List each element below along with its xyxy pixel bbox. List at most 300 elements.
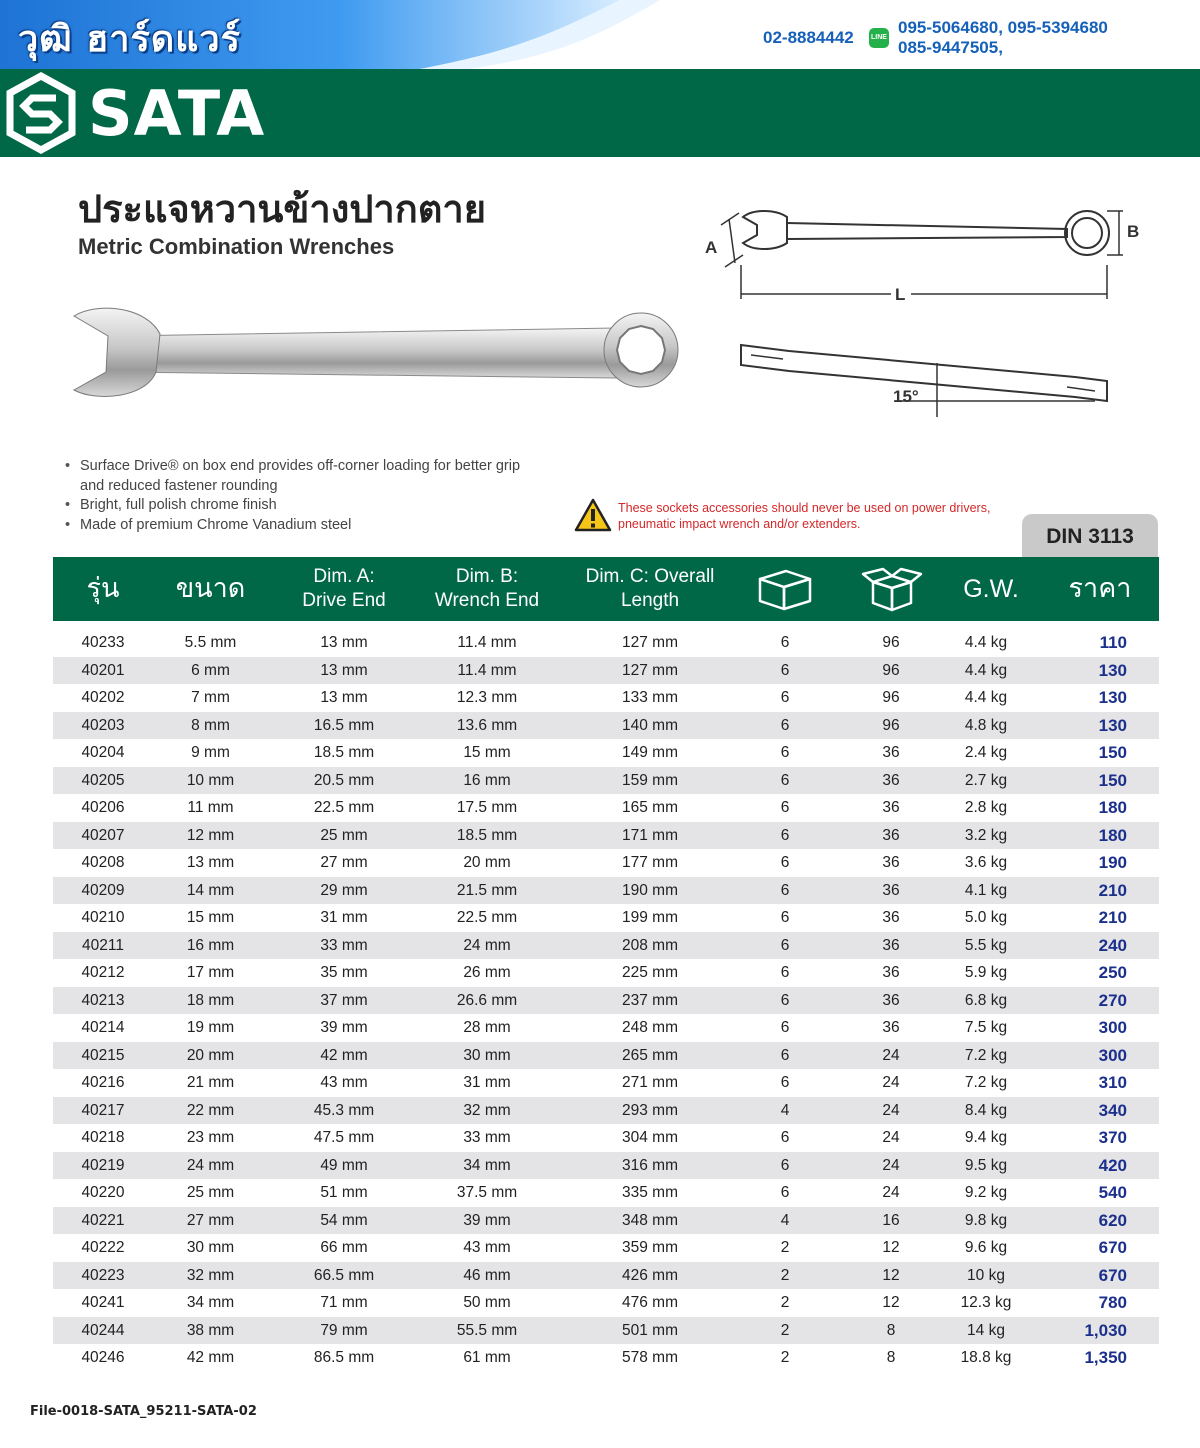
brand-name: SATA [88,77,266,150]
cell-gross-weight: 9.2 kg [964,1184,1008,1201]
cell-price: 420 [1098,1155,1127,1175]
cell-inner-qty: 2 [780,1349,790,1366]
cell-dim-a: 43 mm [320,1074,368,1091]
cell-dim-b: 11.4 mm [457,634,517,651]
cell-carton-qty: 36 [882,881,900,899]
shop-phone[interactable]: 02-8884442 [763,28,854,47]
cell-price: 110 [1099,633,1127,652]
cell-size: 32 mm [186,1266,235,1284]
table-row [53,712,1159,740]
cell-dim-c: 237 mm [622,991,678,1009]
cell-gross-weight: 4.4 kg [964,661,1008,679]
cell-gross-weight: 2.8 kg [964,799,1008,816]
cell-carton-qty: 36 [882,744,900,761]
cell-dim-c: 149 mm [622,744,678,761]
header-price: ราคา [1068,573,1132,604]
cell-dim-a: 71 mm [320,1294,368,1311]
cell-size: 7 mm [191,689,230,706]
cell-dim-c: 271 mm [622,1074,678,1091]
cell-model: 40213 [81,991,125,1009]
cell-price: 1,350 [1084,1348,1127,1367]
cell-size: 20 mm [186,1046,235,1064]
cell-model: 40212 [81,964,125,981]
cell-dim-c: 225 mm [622,964,678,981]
feature-item: • Bright, full polish chrome finish [80,496,540,516]
cell-dim-b: 55.5 mm [456,1321,518,1339]
cell-inner-qty: 6 [780,936,790,954]
cell-price: 670 [1098,1265,1127,1285]
cell-gross-weight: 10 kg [967,1266,1005,1284]
cell-price: 150 [1098,743,1127,762]
cell-price: 340 [1098,1100,1127,1120]
cell-model: 40201 [81,661,125,679]
cell-price: 130 [1098,688,1127,707]
cell-model: 40246 [81,1349,125,1366]
cell-dim-b: 17.5 mm [456,799,518,816]
cell-size: 9 mm [191,744,230,761]
cell-price: 300 [1098,1045,1127,1065]
cell-dim-c: 348 mm [622,1211,678,1229]
cell-price: 540 [1098,1183,1127,1202]
cell-dim-c: 199 mm [622,909,678,926]
cell-model: 40221 [81,1211,125,1229]
cell-size: 11 mm [187,799,234,816]
cell-dim-b: 16 mm [463,771,511,789]
cell-inner-qty: 6 [780,661,790,679]
table-row [53,1234,1159,1262]
cell-dim-c: 208 mm [622,936,678,954]
cell-dim-c: 476 mm [622,1294,678,1311]
cell-model: 40209 [81,881,125,899]
cell-dim-b: 26.6 mm [456,991,518,1009]
cell-dim-a: 31 mm [320,909,368,926]
diagram-label-a: A [705,238,718,257]
table-row [53,904,1159,932]
cell-dim-b: 32 mm [463,1101,511,1119]
table-row [53,1097,1159,1125]
cell-carton-qty: 8 [886,1349,896,1366]
cell-dim-b: 22.5 mm [456,909,518,926]
cell-carton-qty: 36 [882,991,900,1009]
cell-dim-a: 79 mm [320,1321,368,1339]
cell-dim-a: 33 mm [320,936,368,954]
table-row [53,849,1159,877]
cell-model: 40203 [81,716,125,734]
cell-size: 19 mm [186,1019,235,1036]
cell-model: 40204 [81,744,125,761]
cell-dim-b: 39 mm [463,1211,511,1229]
cell-model: 40223 [81,1266,125,1284]
cell-price: 150 [1098,770,1127,790]
cell-dim-a: 22.5 mm [313,799,375,816]
cell-carton-qty: 96 [882,716,900,734]
cell-price: 240 [1098,935,1127,955]
table-row [53,1289,1159,1317]
table-row [53,1179,1159,1207]
cell-carton-qty: 24 [882,1074,900,1091]
cell-price: 670 [1098,1238,1127,1257]
cell-size: 10 mm [186,771,235,789]
cell-carton-qty: 24 [882,1129,900,1146]
cell-gross-weight: 7.5 kg [964,1019,1008,1036]
cell-dim-c: 248 mm [622,1019,678,1036]
cell-dim-c: 265 mm [622,1046,678,1064]
cell-dim-c: 304 mm [622,1129,678,1146]
cell-dim-b: 37.5 mm [456,1184,518,1201]
cell-dim-a: 16.5 mm [313,716,375,734]
cell-dim-c: 359 mm [622,1239,678,1256]
cell-dim-c: 127 mm [622,661,678,679]
cell-model: 40217 [81,1101,125,1119]
cell-dim-a: 54 mm [320,1211,368,1229]
feature-item: • Surface Drive® on box end provides off-corner loading for better grip and reduced fastener rounding [80,457,540,496]
cell-dim-a: 13 mm [320,634,368,651]
cell-dim-a: 51 mm [320,1184,368,1201]
cell-gross-weight: 18.8 kg [960,1349,1012,1366]
diagram-angle-label: 15° [893,387,919,406]
cell-model: 40218 [81,1129,125,1146]
table-row [53,877,1159,905]
cell-model: 40206 [81,799,125,816]
cell-gross-weight: 9.8 kg [964,1211,1008,1229]
cell-price: 180 [1098,825,1127,845]
cell-dim-a: 18.5 mm [313,744,375,761]
cell-price: 780 [1098,1293,1127,1312]
cell-inner-qty: 6 [780,826,790,844]
wrench-dimension-diagram [695,195,1175,425]
cell-carton-qty: 24 [882,1046,900,1064]
cell-carton-qty: 12 [882,1266,900,1284]
cell-dim-b: 30 mm [463,1046,511,1064]
cell-inner-qty: 2 [780,1239,790,1256]
cell-size: 6 mm [191,661,230,679]
cell-dim-b: 13.6 mm [456,716,518,734]
cell-gross-weight: 7.2 kg [964,1046,1008,1064]
cell-inner-qty: 2 [780,1321,790,1339]
cell-model: 40244 [81,1321,125,1339]
table-row [53,1344,1159,1372]
product-title-thai: ประแจหวานข้างปากตาย [78,187,487,231]
cell-model: 40216 [81,1074,125,1091]
cell-dim-a: 49 mm [320,1156,368,1174]
cell-model: 40202 [81,689,125,706]
table-row [53,1207,1159,1235]
cell-price: 130 [1098,660,1127,680]
cell-size: 18 mm [186,991,235,1009]
cell-dim-b: 12.3 mm [456,689,518,706]
cell-gross-weight: 3.6 kg [964,854,1008,871]
cell-price: 210 [1098,908,1127,927]
header-dim-b: Dim. B: Wrench End [434,566,540,611]
cell-gross-weight: 3.2 kg [964,826,1008,844]
cell-dim-a: 86.5 mm [313,1349,375,1366]
cell-inner-qty: 6 [780,881,790,899]
cell-gross-weight: 4.1 kg [964,881,1008,899]
cell-inner-qty: 6 [780,1156,790,1174]
cell-carton-qty: 36 [882,799,900,816]
table-row [53,767,1159,795]
cell-size: 23 mm [186,1129,235,1146]
line-app-icon[interactable]: LINE [869,28,889,48]
shop-header [0,0,1200,69]
cell-dim-c: 578 mm [622,1349,678,1366]
warning-icon [574,498,612,532]
header-dim-c: Dim. C: Overall Length [585,566,715,611]
cell-dim-b: 46 mm [463,1266,511,1284]
cell-carton-qty: 8 [886,1321,896,1339]
product-title-english: Metric Combination Wrenches [78,234,395,259]
cell-dim-b: 18.5 mm [456,826,518,844]
cell-size: 17 mm [186,964,235,981]
cell-carton-qty: 16 [882,1211,900,1229]
cell-dim-a: 13 mm [320,689,368,706]
cell-size: 22 mm [186,1101,235,1119]
cell-model: 40219 [81,1156,125,1174]
cell-carton-qty: 36 [882,854,900,871]
cell-inner-qty: 6 [780,991,790,1009]
cell-size: 34 mm [186,1294,235,1311]
cell-dim-c: 501 mm [622,1321,678,1339]
cell-dim-a: 47.5 mm [313,1129,375,1146]
cell-inner-qty: 6 [780,1184,790,1201]
cell-dim-c: 316 mm [622,1156,678,1174]
cell-dim-b: 11.4 mm [457,661,517,679]
table-row [53,959,1159,987]
table-row [53,657,1159,685]
cell-dim-a: 35 mm [320,964,368,981]
cell-carton-qty: 96 [882,634,900,651]
cell-model: 40205 [81,771,125,789]
cell-size: 14 mm [186,881,235,899]
cell-price: 180 [1098,798,1127,817]
cell-gross-weight: 2.7 kg [964,771,1008,789]
cell-carton-qty: 24 [882,1101,900,1119]
cell-dim-b: 28 mm [463,1019,511,1036]
cell-carton-qty: 96 [882,661,900,679]
table-row [53,822,1159,850]
cell-dim-b: 50 mm [463,1294,511,1311]
header-model: รุ่น [86,573,120,604]
cell-dim-a: 20.5 mm [313,771,375,789]
cell-carton-qty: 36 [882,1019,900,1036]
cell-price: 250 [1098,963,1127,982]
cell-size: 21 mm [186,1074,235,1091]
cell-carton-qty: 96 [882,689,900,706]
cell-gross-weight: 12.3 kg [960,1294,1012,1311]
cell-size: 13 mm [186,854,235,871]
cell-price: 130 [1098,715,1127,735]
cell-dim-c: 426 mm [622,1266,678,1284]
cell-gross-weight: 6.8 kg [964,991,1008,1009]
feature-list [64,457,540,535]
cell-dim-b: 21.5 mm [456,881,518,899]
cell-size: 24 mm [186,1156,235,1174]
standard-badge: DIN 3113 [1022,514,1158,558]
cell-gross-weight: 4.4 kg [964,634,1008,651]
cell-gross-weight: 7.2 kg [964,1074,1008,1091]
cell-dim-c: 165 mm [622,799,678,816]
cell-inner-qty: 6 [780,1019,790,1036]
cell-inner-qty: 6 [780,1129,790,1146]
cell-inner-qty: 6 [780,716,790,734]
wrench-product-image [56,298,686,408]
cell-model: 40211 [82,936,124,954]
cell-dim-a: 45.3 mm [313,1101,375,1119]
product-table-body [53,629,1159,1372]
inner-box-icon [756,567,814,611]
table-row [53,1124,1159,1152]
cell-size: 16 mm [186,936,235,954]
cell-inner-qty: 2 [780,1294,790,1311]
cell-dim-a: 42 mm [320,1046,368,1064]
cell-model: 40233 [81,634,125,651]
cell-inner-qty: 6 [780,1074,790,1091]
cell-dim-a: 25 mm [320,826,368,844]
cell-dim-a: 37 mm [320,991,368,1009]
shop-mobiles-line-2[interactable]: 085-9447505, [898,38,1003,57]
cell-inner-qty: 6 [780,744,790,761]
cell-model: 40210 [81,909,125,926]
cell-gross-weight: 4.4 kg [964,689,1008,706]
cell-carton-qty: 12 [882,1294,900,1311]
sata-logo-icon [4,72,78,154]
cell-gross-weight: 9.5 kg [964,1156,1008,1174]
cell-model: 40215 [81,1046,125,1064]
cell-inner-qty: 6 [780,964,790,981]
cell-gross-weight: 4.8 kg [964,716,1008,734]
table-row [53,1262,1159,1290]
table-row [53,794,1159,822]
cell-price: 190 [1098,853,1127,872]
table-header [53,557,1159,621]
cell-dim-b: 43 mm [463,1239,511,1256]
cell-inner-qty: 4 [780,1211,790,1229]
cell-inner-qty: 6 [780,799,790,816]
cell-model: 40241 [81,1294,125,1311]
cell-dim-b: 31 mm [463,1074,511,1091]
cell-inner-qty: 6 [780,1046,790,1064]
cell-inner-qty: 6 [780,854,790,871]
cell-dim-c: 177 mm [622,854,678,871]
cell-size: 42 mm [186,1349,235,1366]
cell-dim-c: 140 mm [622,716,678,734]
cell-inner-qty: 6 [780,689,790,706]
cell-carton-qty: 36 [882,936,900,954]
table-row [53,1014,1159,1042]
shop-mobiles-line-1[interactable]: 095-5064680, 095-5394680 [898,18,1108,37]
cell-gross-weight: 9.4 kg [964,1129,1008,1146]
cell-model: 40220 [81,1184,125,1201]
table-row [53,1152,1159,1180]
cell-dim-a: 66.5 mm [313,1266,375,1284]
cell-carton-qty: 24 [882,1184,900,1201]
cell-carton-qty: 12 [882,1239,900,1256]
cell-inner-qty: 2 [780,1266,790,1284]
cell-dim-c: 190 mm [622,881,678,899]
cell-dim-a: 66 mm [320,1239,368,1256]
cell-dim-b: 61 mm [463,1349,511,1366]
header-dim-a: Dim. A: Drive End [302,566,386,611]
header-inner-box [741,557,829,621]
cell-gross-weight: 5.5 kg [964,936,1008,954]
cell-dim-c: 159 mm [622,771,678,789]
table-row [53,1317,1159,1345]
cell-gross-weight: 8.4 kg [964,1101,1008,1119]
warning-text: These sockets accessories should never be used on power drivers, pneumatic impact wrench and/or extenders. [618,501,991,531]
table-row [53,629,1159,657]
cell-dim-c: 293 mm [622,1101,678,1119]
cell-dim-c: 133 mm [622,689,678,706]
cell-dim-c: 171 mm [622,826,678,844]
cell-model: 40207 [81,826,125,844]
footer-file-name: File-0018-SATA_95211-SATA-02 [30,1404,257,1419]
cell-price: 620 [1098,1210,1127,1230]
cell-dim-b: 26 mm [463,964,511,981]
cell-inner-qty: 6 [780,771,790,789]
cell-gross-weight: 2.4 kg [964,744,1008,761]
cell-inner-qty: 6 [780,909,790,926]
table-row [53,1069,1159,1097]
cell-price: 300 [1098,1018,1127,1037]
cell-size: 38 mm [186,1321,235,1339]
cell-inner-qty: 4 [780,1101,790,1119]
cell-gross-weight: 14 kg [967,1321,1005,1339]
cell-size: 27 mm [186,1211,235,1229]
table-row [53,1042,1159,1070]
cell-price: 310 [1098,1073,1127,1092]
cell-dim-c: 127 mm [622,634,678,651]
cell-size: 30 mm [186,1239,235,1256]
table-row [53,684,1159,712]
cell-model: 40208 [81,854,125,871]
cell-price: 210 [1098,880,1127,900]
cell-gross-weight: 9.6 kg [964,1239,1008,1256]
cell-size: 25 mm [186,1184,235,1201]
cell-size: 8 mm [191,716,230,734]
cell-price: 1,030 [1084,1320,1127,1340]
table-row [53,987,1159,1015]
cell-dim-b: 15 mm [463,744,511,761]
diagram-label-b: B [1127,222,1140,241]
cell-price: 270 [1098,990,1127,1010]
cell-dim-b: 33 mm [463,1129,511,1146]
cell-model: 40222 [81,1239,125,1256]
cell-carton-qty: 36 [882,771,900,789]
cell-dim-b: 34 mm [463,1156,511,1174]
cell-dim-a: 27 mm [320,854,368,871]
cell-dim-b: 20 mm [463,854,511,871]
cell-price: 370 [1098,1128,1127,1147]
cell-inner-qty: 6 [780,634,790,651]
shop-name: วุฒิ ฮาร์ดแวร์ [18,19,241,60]
cell-dim-a: 13 mm [320,661,368,679]
cell-model: 40214 [81,1019,125,1036]
diagram-label-l: L [895,285,906,304]
cell-carton-qty: 36 [882,964,900,981]
cell-dim-c: 335 mm [622,1184,678,1201]
header-gross-weight: G.W. [963,575,1019,603]
cell-size: 12 mm [186,826,235,844]
open-carton-icon [861,566,923,612]
header-size: ขนาด [175,573,246,604]
cell-size: 15 mm [186,909,235,926]
cell-size: 5.5 mm [184,634,237,651]
cell-carton-qty: 36 [882,826,900,844]
table-row [53,932,1159,960]
cell-carton-qty: 36 [882,909,900,926]
cell-gross-weight: 5.0 kg [964,909,1008,926]
brand-bar [0,69,1200,157]
